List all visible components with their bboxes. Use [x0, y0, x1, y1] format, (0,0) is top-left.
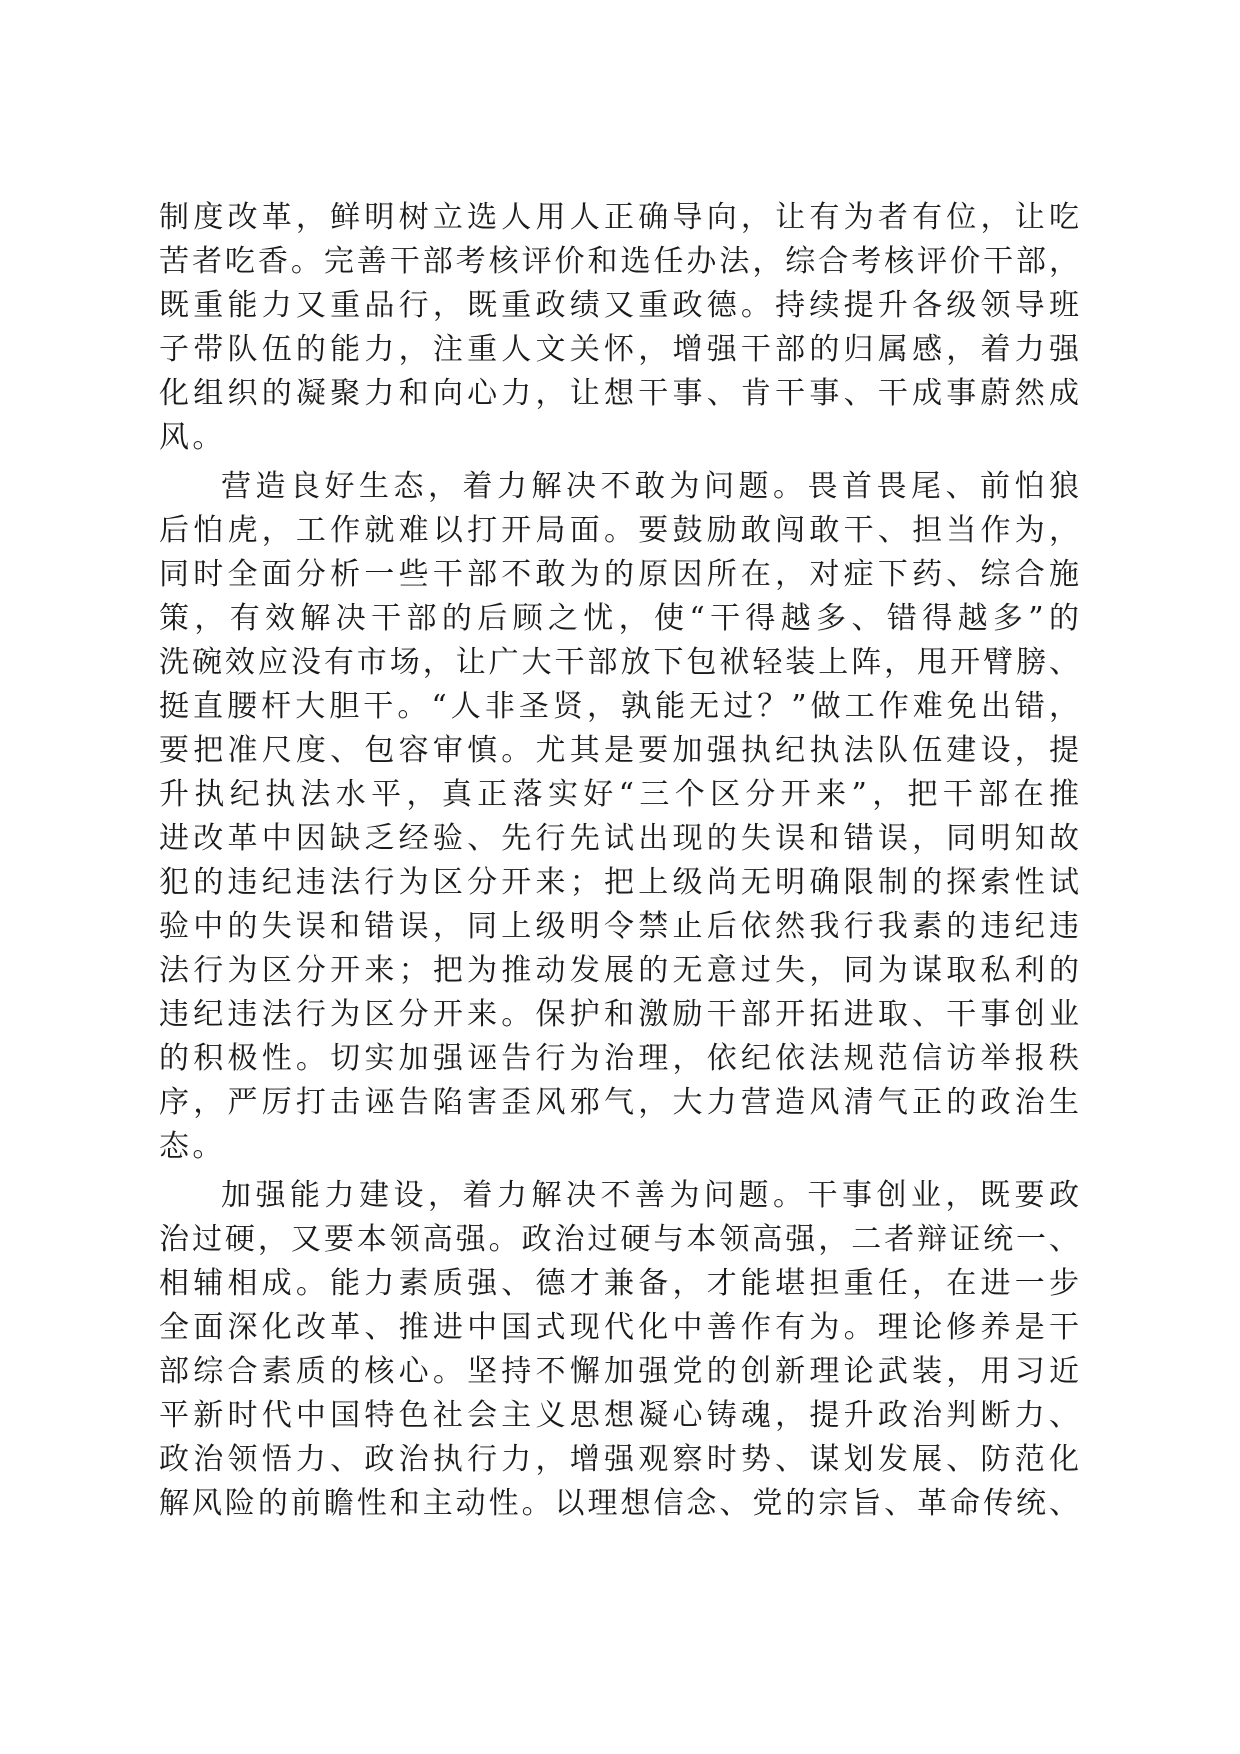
text-line: 后怕虎，工作就难以打开局面。要鼓励敢闯敢干、担当作为， [159, 513, 1079, 548]
paragraph-2 [159, 465, 1079, 1169]
text-line: 要把准尺度、包容审慎。尤其是要加强执纪执法队伍建设，提 [159, 733, 1079, 768]
text-line: 的积极性。切实加强诬告行为治理，依纪依法规范信访举报秩 [159, 1041, 1079, 1076]
text-line: 风。 [159, 420, 226, 455]
text-line: 制度改革，鲜明树立选人用人正确导向，让有为者有位，让吃 [159, 200, 1079, 235]
text-line: 犯的违纪违法行为区分开来；把上级尚无明确限制的探索性试 [159, 865, 1079, 900]
text-line: 部综合素质的核心。坚持不懈加强党的创新理论武装，用习近 [159, 1354, 1079, 1389]
text-line: 同时全面分析一些干部不敢为的原因所在，对症下药、综合施 [159, 557, 1079, 592]
paragraph-3 [159, 1174, 1079, 1526]
document-body [159, 196, 1079, 1526]
text-line: 验中的失误和错误，同上级明令禁止后依然我行我素的违纪违 [159, 909, 1079, 944]
text-line: 全面深化改革、推进中国式现代化中善作有为。理论修养是干 [159, 1310, 1079, 1345]
text-line: 洗碗效应没有市场，让广大干部放下包袱轻装上阵，甩开臂膀、 [159, 645, 1079, 680]
text-line: 既重能力又重品行，既重政绩又重政德。持续提升各级领导班 [159, 288, 1079, 323]
text-line: 营造良好生态，着力解决不敢为问题。畏首畏尾、前怕狼 [221, 469, 1079, 504]
text-line: 平新时代中国特色社会主义思想凝心铸魂，提升政治判断力、 [159, 1398, 1079, 1433]
text-line: 法行为区分开来；把为推动发展的无意过失，同为谋取私利的 [159, 953, 1079, 988]
text-line: 苦者吃香。完善干部考核评价和选任办法，综合考核评价干部， [159, 244, 1079, 279]
text-line: 态。 [159, 1129, 226, 1164]
text-line: 子带队伍的能力，注重人文关怀，增强干部的归属感，着力强 [159, 332, 1079, 367]
text-line: 升执纪执法水平，真正落实好“三个区分开来”，把干部在推 [159, 777, 1079, 812]
text-line: 化组织的凝聚力和向心力，让想干事、肯干事、干成事蔚然成 [159, 376, 1079, 411]
text-line: 解风险的前瞻性和主动性。以理想信念、党的宗旨、革命传统、 [159, 1486, 1079, 1521]
text-line: 违纪违法行为区分开来。保护和激励干部开拓进取、干事创业 [159, 997, 1079, 1032]
text-line: 相辅相成。能力素质强、德才兼备，才能堪担重任，在进一步 [159, 1266, 1079, 1301]
text-line: 治过硬，又要本领高强。政治过硬与本领高强，二者辩证统一、 [159, 1222, 1079, 1257]
text-line: 挺直腰杆大胆干。“人非圣贤，孰能无过？”做工作难免出错， [159, 689, 1079, 724]
text-line: 进改革中因缺乏经验、先行先试出现的失误和错误，同明知故 [159, 821, 1079, 856]
text-line: 政治领悟力、政治执行力，增强观察时势、谋划发展、防范化 [159, 1442, 1079, 1477]
text-line: 序，严厉打击诬告陷害歪风邪气，大力营造风清气正的政治生 [159, 1085, 1079, 1120]
text-line: 策，有效解决干部的后顾之忧，使“干得越多、错得越多”的 [159, 601, 1079, 636]
text-line: 加强能力建设，着力解决不善为问题。干事创业，既要政 [221, 1178, 1079, 1213]
paragraph-1 [159, 196, 1079, 460]
